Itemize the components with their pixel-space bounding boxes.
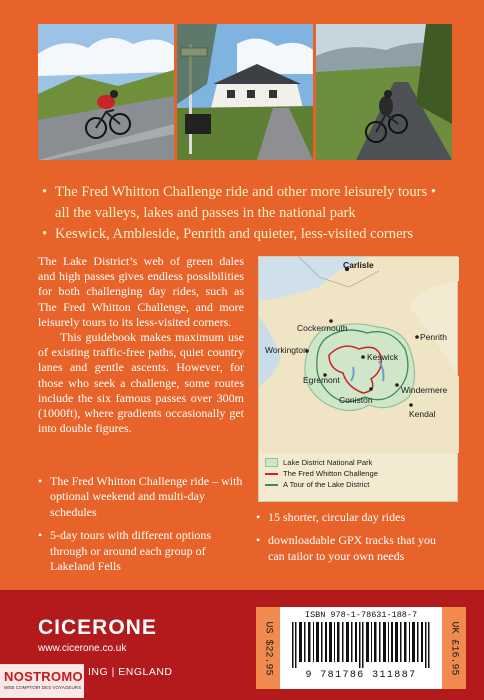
bullet-icon: • — [430, 184, 436, 200]
highlight-item — [42, 224, 454, 245]
feature-item — [256, 533, 452, 564]
legend-label: A Tour of the Lake District — [283, 480, 370, 489]
bullet-icon: • — [38, 528, 43, 543]
highlights — [42, 182, 454, 245]
map-label-penrith: Penrith — [420, 332, 447, 342]
map-label-windermere: Windermere — [401, 385, 448, 395]
photo-village-signpost — [177, 24, 313, 160]
photo-strip — [38, 24, 452, 160]
description — [38, 254, 244, 436]
legend-swatch — [265, 484, 278, 486]
bullet-icon: • — [42, 184, 48, 200]
description-paragraph: This guidebook makes maximum use of existing traffic-free paths, quiet country lanes and gentle ascents. However, for those who seek a challenge, some routes include the six famous passes over 300m (1000ft), where gradients occasionally get into double figures. — [38, 330, 244, 436]
legend-item-park — [265, 457, 455, 468]
bullet-icon: • — [256, 533, 261, 548]
map-label-cockermouth: Cockermouth — [297, 323, 348, 333]
barcode-bars — [292, 622, 430, 668]
photo-cyclist-lane — [316, 24, 452, 160]
price-us — [258, 607, 278, 689]
price-uk-text: UK £16.95 — [448, 620, 460, 676]
highlight-text: The Fred Whitton Challenge ride and other more leisurely tours — [55, 184, 428, 200]
nostromo-tagline: WEB COMPTOIR DES VOYAGEURS — [4, 685, 82, 690]
legend-label: The Fred Whitton Challenge — [283, 469, 378, 478]
ean-number: 9 781786 311887 — [305, 670, 417, 681]
map-label-coniston: Coniston — [339, 395, 373, 405]
legend-item-fred — [265, 468, 455, 479]
legend-item-tour — [265, 479, 455, 490]
legend-label: Lake District National Park — [283, 458, 373, 467]
nostromo-watermark — [0, 664, 84, 698]
isbn-text: ISBN 978-1-78631-188-7 — [304, 610, 418, 620]
feature-text: 15 shorter, circular day rides — [268, 510, 406, 524]
feature-item — [38, 528, 248, 574]
barcode-panel — [256, 607, 466, 689]
map-legend — [265, 457, 455, 490]
map-label-egremont: Egremont — [303, 375, 340, 385]
lake-district-map — [258, 256, 458, 502]
barcode — [280, 607, 442, 689]
map-label-keswick: Keswick — [367, 352, 399, 362]
feature-item — [38, 474, 248, 520]
legend-swatch — [265, 458, 278, 467]
nostromo-logo: NOSTROMO — [4, 669, 83, 684]
bullet-icon: • — [256, 510, 261, 524]
map-label-workington: Workington — [265, 345, 308, 355]
highlight-text: all the valleys, lakes and passes in the national park — [55, 205, 356, 221]
highlight-text: Keswick, Ambleside, Penrith and quieter, less-visited corners — [55, 226, 414, 242]
feature-item — [256, 510, 452, 525]
publisher-url[interactable]: www.cicerone.co.uk — [38, 643, 127, 654]
publisher-location: ING | ENGLAND — [88, 666, 173, 678]
feature-list-right — [256, 510, 452, 572]
map-label-kendal: Kendal — [409, 409, 436, 419]
publisher-logo: CICERONE — [38, 616, 157, 639]
price-us-text: US $22.95 — [262, 620, 274, 676]
description-paragraph: The Lake District’s web of green dales and high passes gives endless possibilities for both challenging day rides, such as The Fred Whitton Challenge, and more leisurely tours to its less-visited corners. — [38, 254, 244, 329]
feature-list-left — [38, 474, 248, 582]
feature-text: 5-day tours with different options through or around each group of Lakeland Fells — [50, 528, 212, 574]
bullet-icon: • — [38, 474, 43, 488]
feature-text: downloadable GPX tracks that you can tailor to your own needs — [268, 533, 436, 563]
photo-cyclist-climbing — [38, 24, 174, 160]
price-uk — [444, 607, 464, 689]
legend-swatch — [265, 473, 278, 475]
feature-text: The Fred Whitton Challenge ride – with optional weekend and multi-day schedules — [50, 474, 243, 519]
map-label-carlisle: Carlisle — [343, 260, 374, 270]
highlight-item — [42, 182, 454, 224]
bullet-icon: • — [42, 226, 48, 242]
